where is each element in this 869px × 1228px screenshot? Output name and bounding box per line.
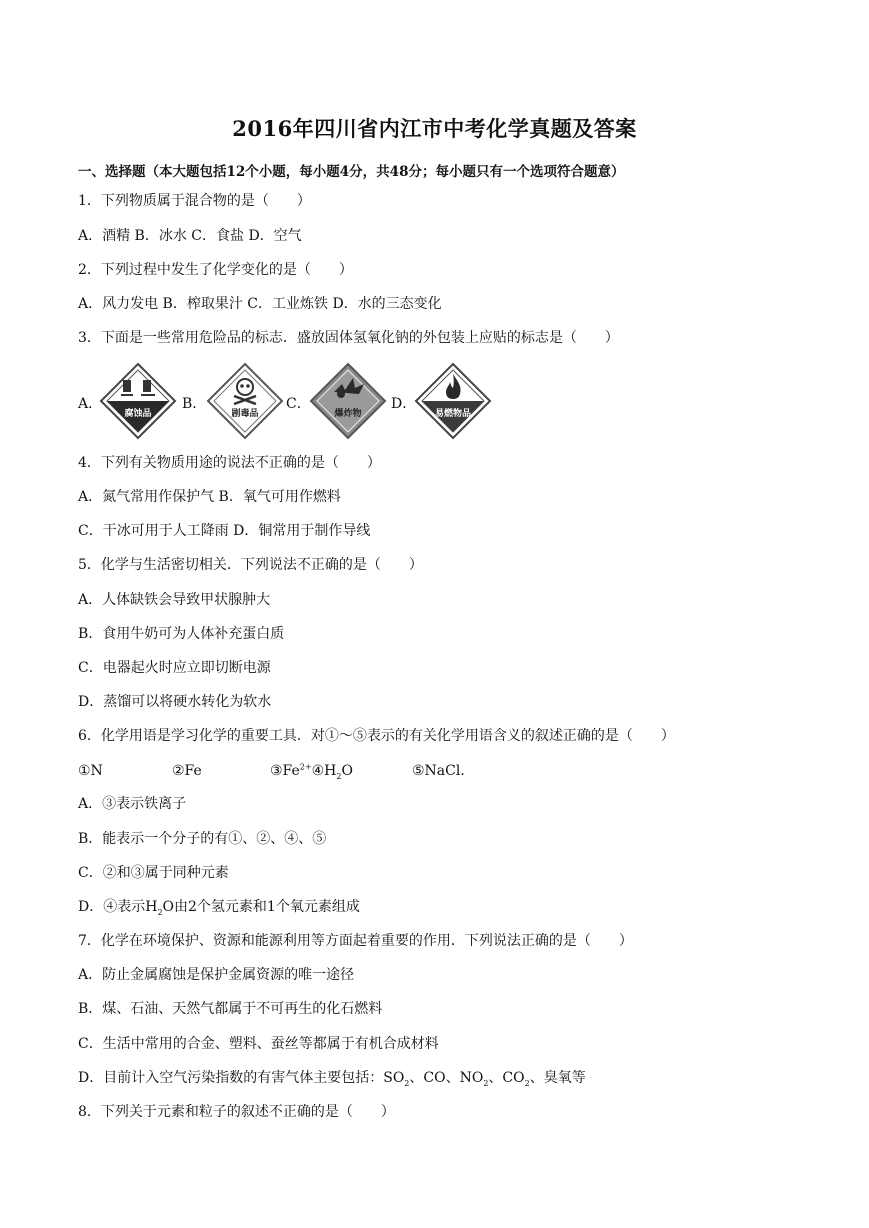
symbol-2: ②Fe [172,763,202,779]
question-1-options: A．酒精 B．冰水 C．食盐 D．空气 [78,228,302,244]
question-4-stem: 4．下列有关物质用途的说法不正确的是（ ） [78,455,381,471]
question-1-stem: 1．下列物质属于混合物的是（ ） [78,193,311,209]
question-7-option-b: B．煤、石油、天然气都属于不可再生的化石燃料 [78,1001,383,1017]
hazard-signs-row [78,362,538,442]
question-6-stem: 6．化学用语是学习化学的重要工具．对①～⑤表示的有关化学用语含义的叙述正确的是（ ） [78,728,675,744]
toxic-sign-text: 剧毒品 [231,409,259,419]
question-7-stem: 7．化学在环境保护、资源和能源利用等方面起着重要的作用．下列说法正确的是（ ） [78,933,633,949]
question-6-option-c: C．②和③属于同种元素 [78,865,229,881]
option-a-label: A． [78,396,103,412]
option-c-label: C． [286,396,311,412]
flammable-sign-icon [414,362,492,440]
question-3-stem: 3．下面是一些常用危险品的标志．盛放固体氢氧化钠的外包装上应贴的标志是（ ） [78,330,619,346]
symbol-5: ⑤NaCl． [412,763,475,779]
page-title: 2016年四川省内江市中考化学真题及答案 [232,116,637,141]
explosive-sign-icon [309,362,387,440]
section-header: 一、选择题（本大题包括12个小题，每小题4分，共48分；每小题只有一个选项符合题意） [78,164,625,180]
toxic-sign-icon [206,362,284,440]
question-5-option-a: A．人体缺铁会导致甲状腺肿大 [78,592,271,608]
question-7-option-c: C．生活中常用的合金、塑料、蚕丝等都属于有机合成材料 [78,1036,439,1052]
question-4-options-1: A．氮气常用作保护气 B．氧气可用作燃料 [78,489,341,505]
option-b-label: B． [182,396,207,412]
question-2-stem: 2．下列过程中发生了化学变化的是（ ） [78,262,353,278]
question-2-options: A．风力发电 B．榨取果汁 C．工业炼铁 D．水的三态变化 [78,296,442,312]
question-6-option-b: B．能表示一个分子的有①、②、④、⑤ [78,831,327,847]
question-5-option-c: C．电器起火时应立即切断电源 [78,660,271,676]
explosive-sign-text: 爆炸物 [334,409,362,419]
question-6-option-a: A．③表示铁离子 [78,796,187,812]
question-6-option-d: D．④表示$H_2O$由2个氢元素和1个氧元素组成 [78,899,360,917]
symbol-3: $③Fe^{2+}④H_2O$ [270,762,353,781]
corrosive-sign-text: 腐蚀品 [124,409,152,419]
question-5-stem: 5．化学与生活密切相关．下列说法不正确的是（ ） [78,557,423,573]
question-8-stem: 8．下列关于元素和粒子的叙述不正确的是（ ） [78,1104,395,1120]
question-5-option-b: B．食用牛奶可为人体补充蛋白质 [78,626,285,642]
question-4-options-2: C．干冰可用于人工降雨 D．铜常用于制作导线 [78,523,371,539]
question-5-option-d: D．蒸馏可以将硬水转化为软水 [78,694,272,710]
corrosive-sign-icon [99,362,177,440]
question-7-option-a: A．防止金属腐蚀是保护金属资源的唯一途径 [78,967,355,983]
flammable-sign-text: 易燃物品 [434,409,471,419]
question-7-option-d: D．目前计入空气污染指数的有害气体主要包括：$SO_2$、CO、$NO_2$、$CO_2$、臭氧等 [78,1070,586,1088]
option-d-label: D． [391,396,417,412]
symbol-1: ①N [78,763,103,779]
